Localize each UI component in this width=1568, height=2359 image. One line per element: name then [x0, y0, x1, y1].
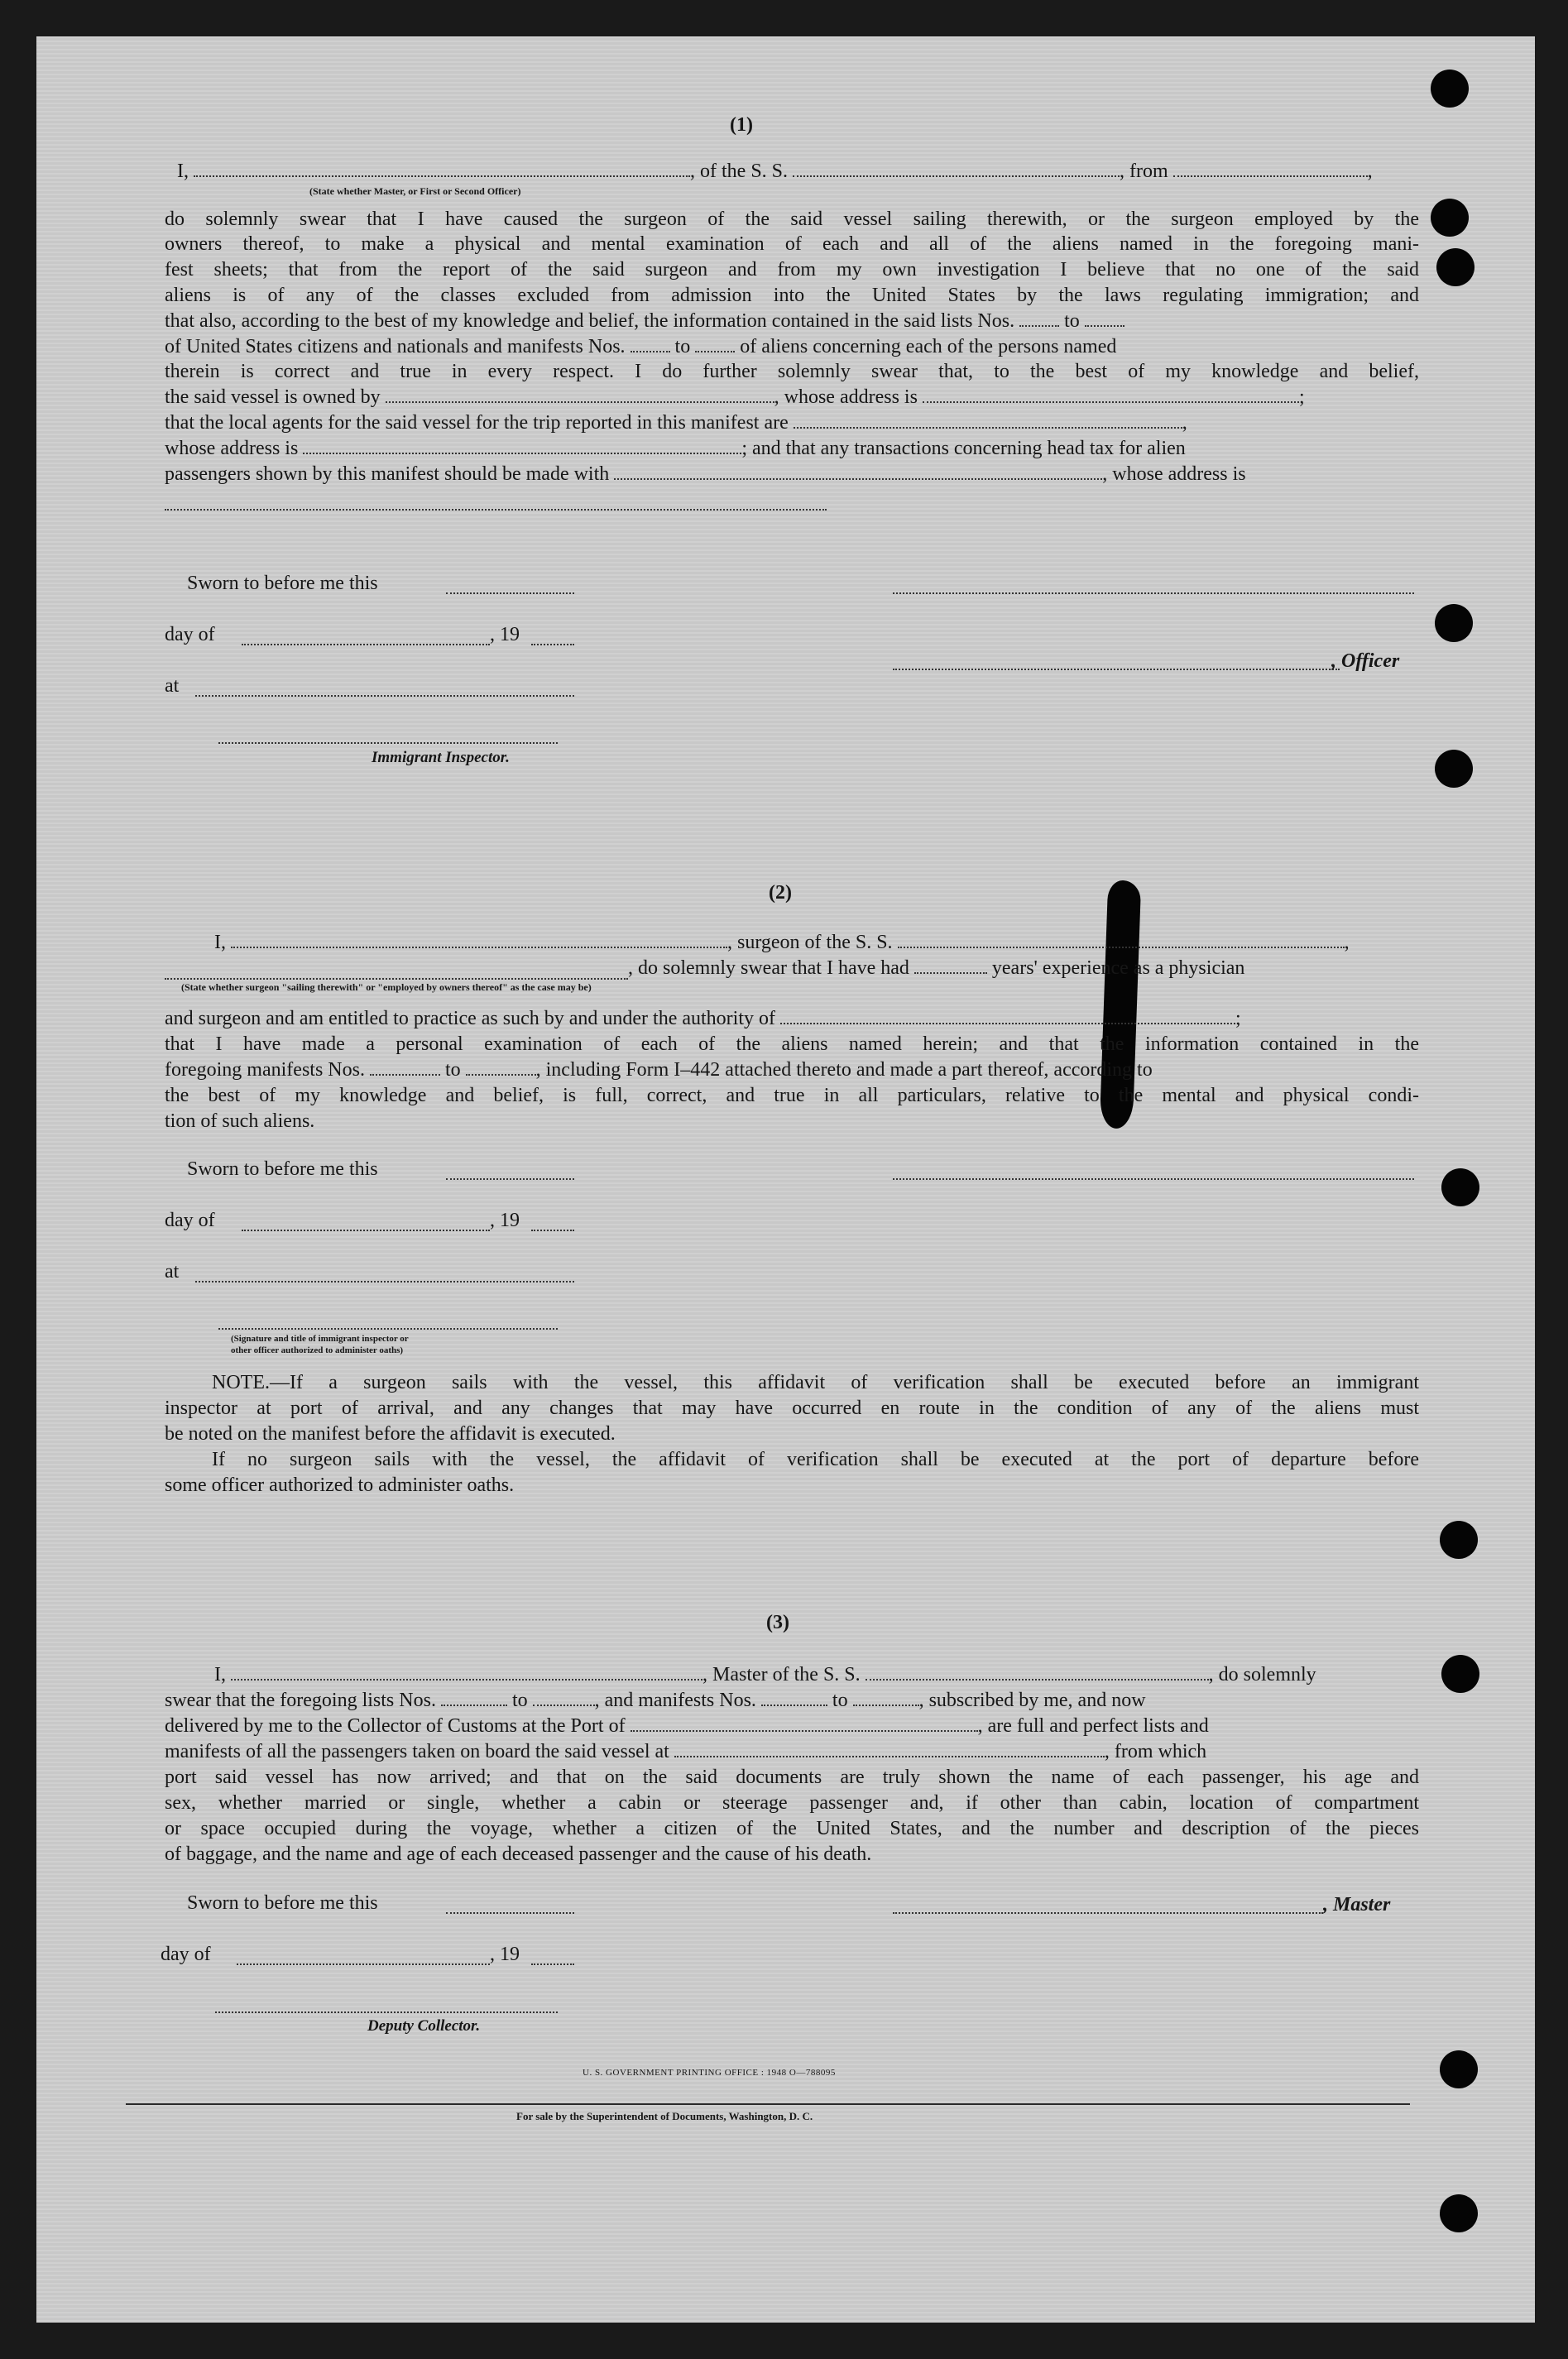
note-text: If no surgeon sails with the vessel, the affidavit of verification shall be executed at the port of departure before [212, 1449, 1419, 1470]
manifests-from-field[interactable] [631, 334, 670, 352]
deputy-collector-label: Deputy Collector. [367, 2017, 481, 2035]
punch-hole [1431, 70, 1469, 108]
note-text: be noted on the manifest before the affidavit is executed. [165, 1423, 616, 1445]
at-place-field[interactable] [195, 695, 574, 697]
agents-address-field[interactable] [303, 436, 741, 454]
note-text: some officer authorized to administer oaths. [165, 1474, 515, 1496]
owner-address-field[interactable] [923, 385, 1299, 403]
at-label: at [165, 1261, 180, 1283]
year-field[interactable] [531, 1963, 574, 1965]
punch-hole [1440, 2050, 1478, 2088]
authority-line: and surgeon and am entitled to practice as such by and under the authority of ; [165, 1008, 1241, 1029]
signature-field[interactable] [893, 592, 1414, 594]
at-place-field[interactable] [195, 1281, 574, 1283]
surgeon-status-note: (State whether surgeon "sailing therewith" or "employed by owners thereof" as the case may be) [181, 981, 592, 993]
agents-field[interactable] [794, 410, 1182, 429]
oath-text: owners thereof, to make a physical and mental examination of each and all of the aliens named in the foregoing mani- [165, 233, 1419, 255]
head-tax-line: passengers shown by this manifest should be made with , whose address is [165, 463, 1246, 485]
master-vessel-field[interactable] [866, 1662, 1209, 1681]
officer-signature-field[interactable] [893, 669, 1340, 670]
day-of-field[interactable] [242, 644, 490, 645]
note-text: NOTE.—If a surgeon sails with the vessel, this affidavit of verification shall be executed before an immigrant [212, 1372, 1419, 1393]
master-oath-text: sex, whether married or single, whether a cabin or steerage passenger and, if other than cabin, location of compartment [165, 1792, 1419, 1814]
day-of-field[interactable] [237, 1963, 490, 1965]
oath-text: aliens is of any of the classes excluded from admission into the United States by the laws regulating immigration; and [165, 285, 1419, 306]
signature-title-note: (Signature and title of immigrant inspector or [231, 1334, 409, 1344]
officer-name-field[interactable] [194, 159, 690, 177]
surgeon-oath-text: that I have made a personal examination of each of the aliens named herein; and that the information contained in the [165, 1033, 1419, 1055]
experience-line: , do solemnly swear that I have had years' experience as a physician [628, 957, 1245, 979]
boarding-port-field[interactable] [674, 1739, 1105, 1757]
master-name-field[interactable] [231, 1662, 702, 1681]
surgeon-oath-text: tion of such aliens. [165, 1110, 315, 1132]
master-oath-text: or space occupied during the voyage, whether a citizen of the United States, and the number and description of the pieces [165, 1818, 1419, 1839]
master-oath-text: port said vessel has now arrived; and that on the said documents are truly shown the name of each passenger, his age and [165, 1767, 1419, 1788]
surgeon-status-field[interactable] [165, 978, 628, 980]
note-text: inspector at port of arrival, and any changes that may have occurred en route in the condition of any of the aliens must [165, 1398, 1419, 1419]
boarding-port-line: manifests of all the passengers taken on board the said vessel at , from which [165, 1741, 1207, 1762]
agents-line: that the local agents for the said vessel for the trip reported in this manifest are , [165, 412, 1187, 434]
lists-from-field[interactable] [1019, 309, 1059, 327]
gpo-imprint: U. S. GOVERNMENT PRINTING OFFICE : 1948 O—788095 [583, 2068, 836, 2078]
agents-address-line: whose address is ; and that any transactions concerning head tax for alien [165, 438, 1186, 459]
sale-notice: For sale by the Superintendent of Documents, Washington, D. C. [516, 2110, 813, 2122]
surgeon-vessel-field[interactable] [898, 930, 1345, 948]
immigrant-inspector-label: Immigrant Inspector. [372, 749, 510, 766]
day-of-label: day of [165, 624, 215, 645]
punch-hole [1440, 2194, 1478, 2232]
surgeon-manifests-line: foregoing manifests Nos. to , including Form I–442 attached thereto and made a part thereof, according to [165, 1059, 1153, 1081]
at-label: at [165, 675, 180, 697]
inspector-signature-field[interactable] [218, 742, 558, 744]
form-page [36, 36, 1535, 2323]
collector-signature-field[interactable] [215, 2011, 558, 2013]
manifests-to-field[interactable] [695, 334, 735, 352]
year-field[interactable] [531, 1230, 574, 1231]
year-label: , 19 [490, 624, 520, 645]
master-lists-to-field[interactable] [533, 1688, 595, 1706]
punch-hole [1431, 199, 1469, 237]
section-number: (2) [769, 882, 792, 904]
day-of-label: day of [161, 1944, 211, 1965]
master-signature-field[interactable] [893, 1912, 1323, 1914]
owner-line: the said vessel is owned by , whose address is ; [165, 386, 1305, 408]
port-field[interactable] [631, 1714, 978, 1732]
punch-hole [1435, 750, 1473, 788]
punch-hole [1436, 248, 1474, 286]
head-tax-address-field[interactable] [165, 509, 827, 511]
punch-hole [1435, 604, 1473, 642]
oath-manifests-line: of United States citizens and nationals and manifests Nos. to of aliens concerning each of the persons named [165, 336, 1117, 357]
master-name-line: I, , Master of the S. S. , do solemnly [214, 1664, 1316, 1685]
owner-name-field[interactable] [386, 385, 774, 403]
oath-text: fest sheets; that from the report of the said surgeon and from my own investigation I believe that no one of the said [165, 259, 1419, 280]
head-tax-contact-field[interactable] [614, 462, 1102, 480]
signature-title-note: other officer authorized to administer oaths) [231, 1345, 404, 1355]
master-manifests-to-field[interactable] [853, 1688, 919, 1706]
sworn-date-field[interactable] [446, 1912, 574, 1914]
punch-hole [1441, 1655, 1479, 1693]
officer-label: , Officer [1331, 650, 1400, 672]
section-number: (1) [730, 114, 753, 136]
surgeon-name-line: I, , surgeon of the S. S. , [214, 932, 1350, 953]
sworn-label: Sworn to before me this [187, 1892, 378, 1914]
sworn-date-field[interactable] [446, 592, 574, 594]
master-lists-line: swear that the foregoing lists Nos. to , and manifests Nos. to , subscribed by me, and now [165, 1690, 1146, 1711]
collector-port-line: delivered by me to the Collector of Customs at the Port of , are full and perfect lists and [165, 1715, 1209, 1737]
lists-to-field[interactable] [1085, 309, 1124, 327]
year-field[interactable] [531, 644, 574, 645]
year-label: , 19 [490, 1944, 520, 1965]
oath-text: do solemnly swear that I have caused the surgeon of the said vessel sailing therewith, or the surgeon employed by the [165, 209, 1419, 230]
sworn-label: Sworn to before me this [187, 1158, 378, 1180]
vessel-name-field[interactable] [793, 159, 1120, 177]
master-oath-text: of baggage, and the name and age of each deceased passenger and the cause of his death. [165, 1844, 872, 1865]
inspector-signature-field[interactable] [218, 1328, 558, 1330]
authority-field[interactable] [780, 1006, 1235, 1024]
punch-hole [1441, 1168, 1479, 1206]
departure-port-field[interactable] [1173, 159, 1368, 177]
day-of-field[interactable] [242, 1230, 490, 1231]
surgeon-oath-text: the best of my knowledge and belief, is full, correct, and true in all particulars, relative to the mental and physical condi- [165, 1085, 1419, 1106]
surgeon-signature-field[interactable] [893, 1178, 1414, 1180]
year-label: , 19 [490, 1210, 520, 1231]
punch-hole [1440, 1521, 1478, 1559]
master-lists-from-field[interactable] [441, 1688, 507, 1706]
master-label: , Master [1323, 1894, 1391, 1915]
surgeon-manifests-from-field[interactable] [370, 1057, 440, 1076]
sworn-label: Sworn to before me this [187, 573, 378, 594]
section-number: (3) [766, 1612, 789, 1633]
oath-text: therein is correct and true in every respect. I do further solemnly swear that, to the best of my knowledge and belief, [165, 361, 1419, 382]
officer-rank-note: (State whether Master, or First or Second Officer) [309, 185, 521, 197]
officer-name-line: I, , of the S. S. , from , [177, 161, 1373, 182]
day-of-label: day of [165, 1210, 215, 1231]
oath-lists-line: that also, according to the best of my knowledge and belief, the information contained in the said lists Nos. to [165, 309, 1124, 333]
master-manifests-from-field[interactable] [761, 1688, 827, 1706]
years-experience-field[interactable] [914, 956, 987, 974]
footer-rule [126, 2103, 1410, 2105]
surgeon-name-field[interactable] [231, 930, 727, 948]
surgeon-manifests-to-field[interactable] [466, 1057, 536, 1076]
sworn-date-field[interactable] [446, 1178, 574, 1180]
